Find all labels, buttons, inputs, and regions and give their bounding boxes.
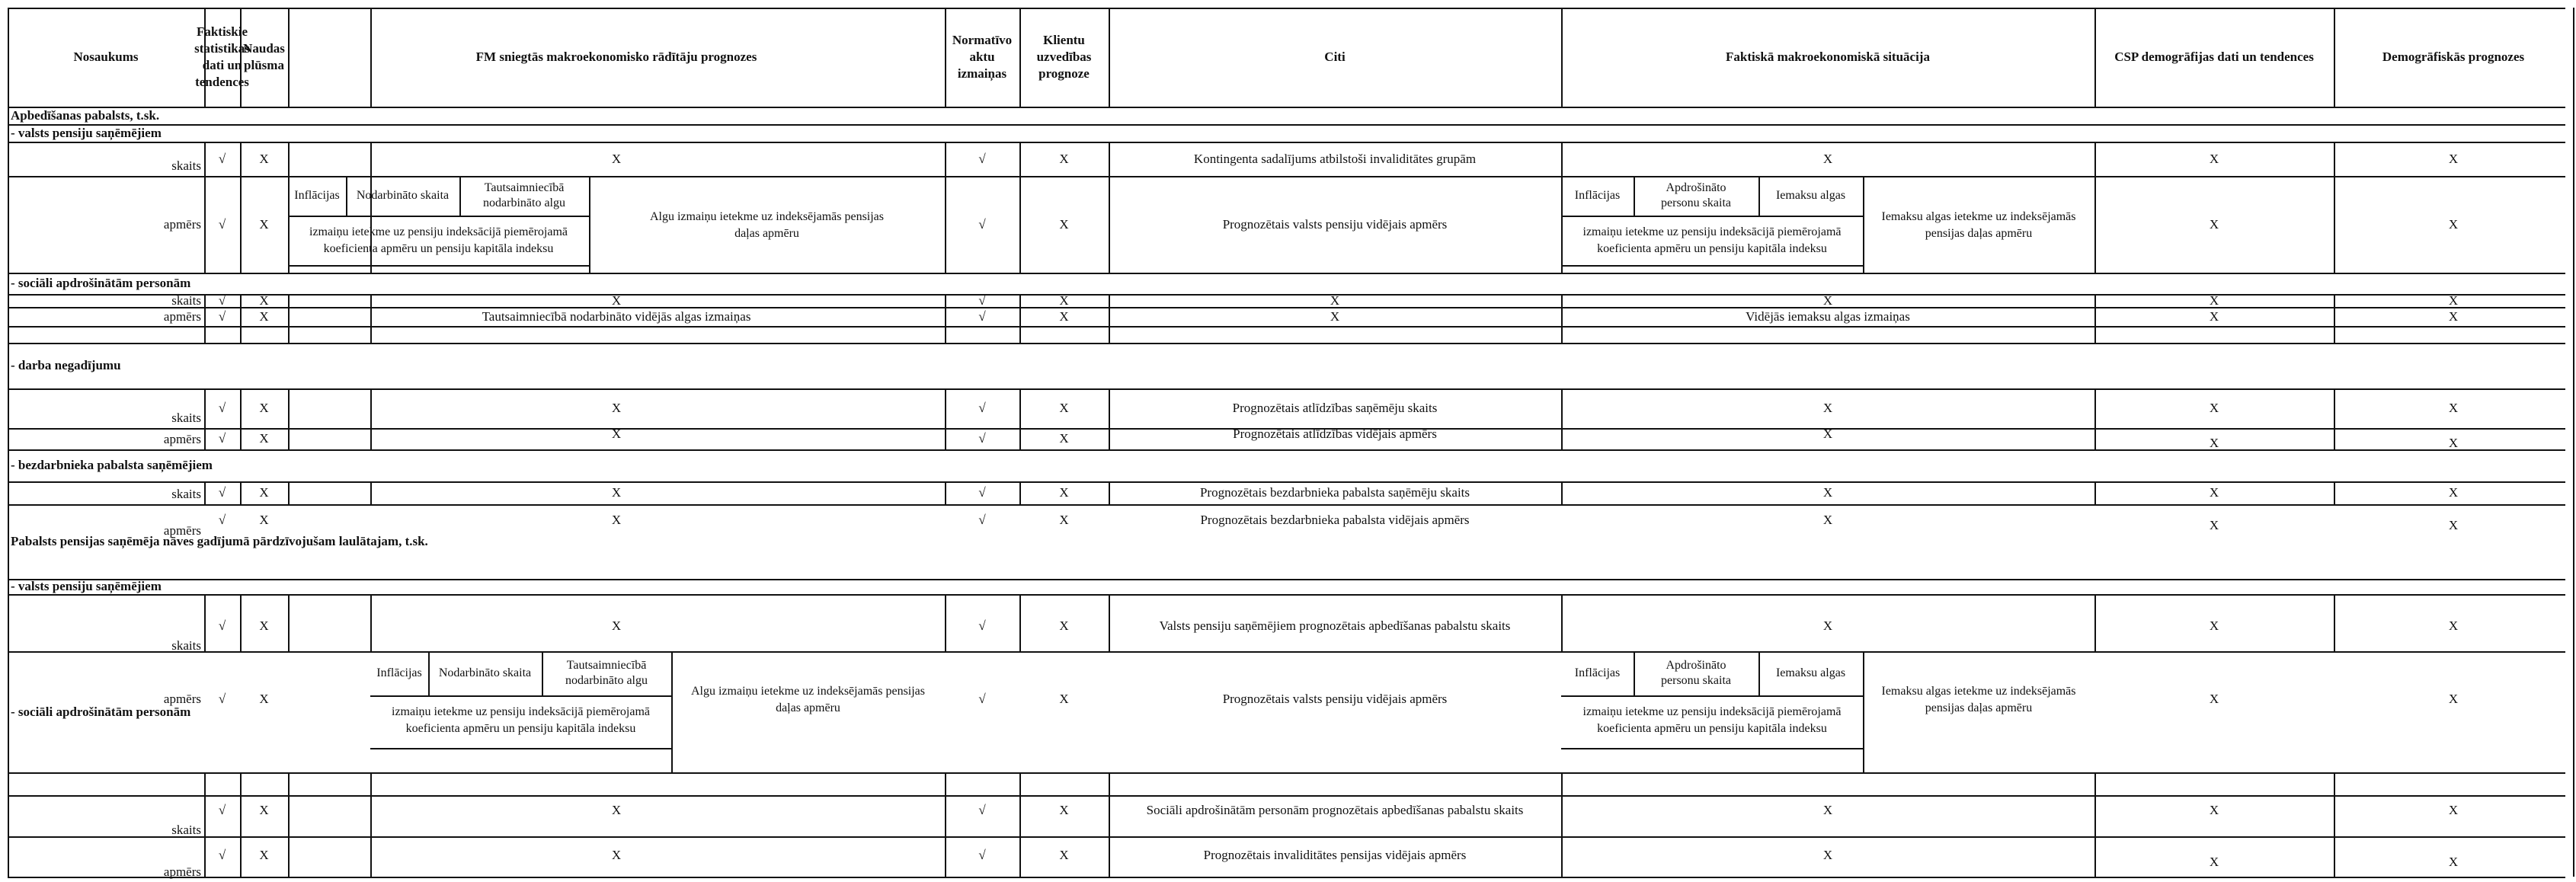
header-citi (1324, 49, 1345, 66)
column-divider (1561, 481, 1563, 504)
header-klientu (1037, 32, 1092, 82)
section-title: - sociāli apdrošinātām personām (11, 704, 191, 719)
citi-text: Valsts pensiju saņēmējiem prognozētais apbedīšanas pabalstu skaits (1159, 618, 1511, 633)
row-label: skaits (171, 823, 201, 837)
header-csp (2114, 49, 2314, 66)
column-divider (1109, 772, 1110, 877)
column-divider (240, 594, 242, 651)
column-divider (240, 142, 242, 273)
row-divider (8, 142, 2565, 143)
x-mark: X (259, 292, 269, 308)
row-label: apmērs (163, 216, 201, 232)
x-mark: X (1822, 151, 1833, 166)
fm-nodarbinato: Nodarbināto skaita (356, 189, 450, 202)
fm-izm1: izmaiņu ietekme uz pensiju indeksācijā piemērojamā (309, 225, 568, 238)
sub-divider (1634, 176, 1635, 216)
x-mark: X (1822, 401, 1833, 415)
header-line: plūsma (244, 58, 284, 72)
check-mark: √ (218, 803, 226, 817)
row-divider (8, 594, 2565, 596)
check-mark: √ (218, 513, 226, 527)
header-line: Faktiskā makroekonomiskā situācija (1726, 50, 1930, 64)
header-line: Naudas (243, 41, 285, 56)
x-mark: X (1822, 513, 1833, 527)
fak-iem1: Iemaksu algas ietekme uz indeksējamās (1881, 685, 2076, 698)
column-divider (1109, 294, 1110, 343)
header-demografiskas (2382, 49, 2524, 66)
check-mark: √ (218, 485, 226, 500)
x-mark: X (1059, 431, 1069, 446)
row-label: skaits (171, 292, 201, 308)
column-divider (2334, 8, 2335, 107)
header-nosaukums (73, 49, 138, 66)
section-title: - darba negadījumu (11, 358, 121, 372)
column-divider (1109, 8, 1110, 107)
column-divider (1109, 481, 1110, 504)
sub-divider (1561, 748, 1863, 749)
x-mark: X (259, 431, 269, 446)
check-mark: √ (978, 848, 986, 862)
row-label: skaits (171, 638, 201, 653)
x-mark: X (2448, 401, 2459, 415)
check-mark: √ (978, 618, 986, 633)
x-mark: X (1059, 513, 1069, 527)
x-mark: X (2448, 618, 2459, 633)
check-mark: √ (978, 401, 986, 415)
x-mark: X (611, 292, 622, 308)
check-mark: √ (218, 292, 226, 308)
citi-text: Kontingenta sadalījums atbilstoši invaliditātes grupām (1193, 151, 1477, 166)
x-mark: X (1059, 848, 1069, 862)
x-mark: X (1822, 618, 1833, 633)
row-divider (8, 307, 2565, 308)
sub-divider (589, 176, 590, 273)
row-divider (8, 579, 2565, 580)
x-mark: X (2448, 855, 2459, 869)
x-mark: X (2448, 803, 2459, 817)
column-divider (2094, 388, 2096, 449)
x-mark: X (2448, 436, 2459, 450)
column-divider (1019, 8, 1021, 107)
citi-text: Prognozētais atlīdzības saņēmēju skaits (1232, 401, 1438, 415)
check-mark: √ (978, 431, 986, 446)
check-mark: √ (218, 692, 226, 706)
header-line: prognoze (1038, 66, 1090, 81)
column-divider (370, 481, 372, 504)
fak-izm2: koeficienta apmēru un pensiju kapitāla indeksu (1597, 242, 1827, 255)
sub-divider (459, 176, 461, 216)
fm-inflacijas: Inflācijas (376, 666, 422, 679)
x-mark: X (1822, 803, 1833, 817)
fm-algu2: daļas apmēru (734, 226, 799, 240)
citi-text: Prognozētais bezdarbnieka pabalsta saņēmēju skaits (1199, 485, 1470, 500)
column-divider (1561, 594, 1563, 651)
column-divider (288, 294, 290, 343)
fm-taut1: Tautsaimniecībā (484, 181, 565, 194)
sub-divider (671, 651, 673, 772)
x-mark: X (1059, 292, 1069, 308)
column-divider (2094, 481, 2096, 504)
row-label: skaits (171, 487, 201, 501)
x-mark: X (2209, 692, 2219, 706)
header-line: statistikas (194, 41, 250, 56)
section-title: - valsts pensiju saņēmējiem (11, 125, 162, 140)
fak-iem2: pensijas daļas apmēru (1925, 226, 2033, 240)
fak-izm2: koeficienta apmēru un pensiju kapitāla indeksu (1597, 722, 1827, 735)
column-divider (1019, 294, 1021, 343)
citi-text: Prognozētais atlīdzības vidējais apmērs (1233, 427, 1437, 441)
row-divider (8, 651, 2565, 653)
column-divider (1561, 142, 1563, 273)
header-line: Faktiskie (196, 24, 248, 39)
x-mark: X (1059, 216, 1069, 232)
fak-text: Vidējās iemaksu algas izmaiņas (1746, 308, 1910, 324)
header-line: Citi (1324, 50, 1346, 64)
x-mark: X (1059, 618, 1069, 633)
column-divider (2334, 294, 2335, 343)
fm-text: Tautsaimniecībā nodarbināto vidējās algas izmaiņas (482, 308, 751, 324)
fm-izm2: koeficienta apmēru un pensiju kapitāla indeksu (405, 722, 636, 735)
column-divider (240, 772, 242, 877)
column-divider (945, 142, 946, 273)
sub-divider (370, 695, 671, 697)
sub-divider (1561, 695, 1863, 697)
header-line: aktu (969, 50, 995, 64)
x-mark: X (611, 485, 622, 500)
check-mark: √ (218, 431, 226, 446)
row-divider (8, 124, 2565, 126)
column-divider (2334, 481, 2335, 504)
column-divider (204, 594, 206, 651)
check-mark: √ (218, 151, 226, 166)
x-mark: X (2448, 518, 2459, 532)
fm-algu1: Algu izmaiņu ietekme uz indeksējamās pensijas (690, 685, 926, 698)
x-mark: X (2209, 401, 2219, 415)
check-mark: √ (218, 618, 226, 633)
fak-apdr2: personu skaita (1661, 674, 1731, 687)
column-divider (2094, 594, 2096, 651)
column-divider (288, 481, 290, 504)
header-line: CSP demogrāfijas dati un tendences (2114, 50, 2314, 64)
header-line: Normatīvo (952, 33, 1013, 47)
x-mark: X (1822, 427, 1833, 441)
fak-apdr2: personu skaita (1661, 197, 1731, 209)
citi-text: Sociāli apdrošinātām personām prognozētais apbedīšanas pabalstu skaits (1146, 803, 1524, 817)
section-title: - bezdarbnieka pabalsta saņēmējiem (11, 458, 213, 472)
x-mark: X (1822, 485, 1833, 500)
column-divider (1019, 594, 1021, 651)
column-divider (370, 8, 372, 107)
x-mark: X (611, 803, 622, 817)
fak-izm1: izmaiņu ietekme uz pensiju indeksācijā piemērojamā (1582, 225, 1842, 238)
x-mark: X (1059, 151, 1069, 166)
column-divider (370, 294, 372, 343)
column-divider (945, 8, 946, 107)
row-label: apmērs (163, 523, 201, 538)
section-title: Apbedīšanas pabalsts, t.sk. (11, 107, 160, 123)
row-divider (8, 836, 2565, 838)
check-mark: √ (218, 848, 226, 862)
row-divider (8, 294, 2565, 296)
column-divider (204, 481, 206, 504)
x-mark: X (259, 485, 269, 500)
x-mark: X (2209, 292, 2219, 308)
fak-apdr1: Apdrošināto (1666, 659, 1726, 672)
x-mark: X (2448, 151, 2459, 166)
table-border-vertical (2573, 8, 2574, 877)
column-divider (2094, 294, 2096, 343)
row-divider (8, 388, 2565, 390)
fak-iem2: pensijas daļas apmēru (1925, 701, 2033, 714)
column-divider (204, 142, 206, 273)
row-divider (8, 176, 2565, 177)
fak-iemaksu: Iemaksu algas (1775, 666, 1846, 679)
header-naudas (243, 40, 285, 74)
fak-inflacijas: Inflācijas (1574, 666, 1621, 679)
citi-text: Prognozētais bezdarbnieka pabalsta vidējais apmērs (1200, 513, 1470, 527)
row-label: apmērs (163, 864, 201, 879)
x-mark: X (259, 151, 269, 166)
column-divider (1109, 388, 1110, 449)
column-divider (288, 388, 290, 449)
column-divider (240, 388, 242, 449)
header-line: Nosaukums (73, 50, 139, 64)
x-mark: X (2209, 436, 2219, 450)
sub-divider (288, 265, 589, 267)
column-divider (2334, 388, 2335, 449)
column-divider (370, 772, 372, 877)
x-mark: X (1059, 485, 1069, 500)
row-label: skaits (171, 158, 201, 173)
column-divider (1019, 481, 1021, 504)
row-divider (8, 273, 2565, 274)
x-mark: X (611, 848, 622, 862)
fm-algu2: daļas apmēru (776, 701, 840, 714)
header-line: izmaiņas (957, 66, 1007, 81)
x-mark: X (2209, 518, 2219, 532)
x-mark: X (259, 692, 269, 706)
column-divider (240, 294, 242, 343)
column-divider (1109, 142, 1110, 273)
row-label: apmērs (163, 692, 201, 706)
x-mark: X (2209, 216, 2219, 232)
x-mark: X (611, 513, 622, 527)
x-mark: X (611, 151, 622, 166)
row-divider (8, 343, 2565, 344)
column-divider (204, 388, 206, 449)
check-mark: √ (218, 216, 226, 232)
column-divider (2334, 772, 2335, 877)
column-divider (288, 142, 290, 273)
citi-text: Prognozētais valsts pensiju vidējais apmērs (1222, 692, 1448, 706)
sub-divider (1634, 651, 1635, 695)
header-line: tendences (195, 75, 249, 89)
column-divider (204, 294, 206, 343)
x-mark: X (1330, 308, 1340, 324)
section-title: - valsts pensiju saņēmējiem (11, 579, 162, 593)
column-divider (1561, 294, 1563, 343)
x-mark: X (1822, 292, 1833, 308)
fm-nodarbinato: Nodarbināto skaita (438, 666, 532, 679)
fm-taut2: nodarbināto algu (565, 674, 648, 687)
column-divider (2094, 8, 2096, 107)
sub-divider (1561, 265, 1863, 267)
row-label: apmērs (163, 308, 201, 324)
check-mark: √ (218, 308, 226, 324)
sub-divider (1758, 651, 1760, 695)
check-mark: √ (978, 292, 986, 308)
column-divider (945, 388, 946, 449)
header-faktiska (1726, 49, 1930, 66)
fak-apdr1: Apdrošināto (1666, 181, 1726, 194)
x-mark: X (1059, 692, 1069, 706)
column-divider (945, 294, 946, 343)
column-divider (370, 388, 372, 449)
column-divider (2334, 142, 2335, 273)
row-label: apmērs (163, 432, 201, 446)
column-divider (945, 481, 946, 504)
fm-taut2: nodarbināto algu (483, 197, 565, 209)
fm-taut1: Tautsaimniecībā (566, 659, 647, 672)
check-mark: √ (978, 151, 986, 166)
column-divider (1109, 594, 1110, 651)
section-title: Pabalsts pensijas saņēmēja nāves gadījumā pārdzīvojušam laulātajam, t.sk. (11, 534, 428, 548)
check-mark: √ (978, 308, 986, 324)
x-mark: X (259, 401, 269, 415)
fak-iemaksu: Iemaksu algas (1775, 189, 1846, 202)
row-divider (8, 449, 2565, 451)
x-mark: X (2209, 308, 2219, 324)
row-divider (8, 795, 2565, 797)
sub-divider (542, 651, 543, 695)
row-divider (8, 481, 2565, 483)
sub-divider (370, 748, 671, 749)
header-faktiskie (194, 24, 250, 91)
x-mark: X (259, 803, 269, 817)
header-line: uzvedības (1036, 50, 1092, 64)
row-divider (8, 326, 2565, 328)
header-line: dati un (202, 58, 242, 72)
column-divider (1019, 772, 1021, 877)
x-mark: X (259, 308, 269, 324)
fm-inflacijas: Inflācijas (294, 189, 340, 202)
check-mark: √ (978, 692, 986, 706)
row-divider (8, 877, 2565, 878)
column-divider (288, 594, 290, 651)
column-divider (288, 772, 290, 877)
row-label: skaits (171, 411, 201, 425)
row-divider (8, 107, 2565, 108)
fm-izm1: izmaiņu ietekme uz pensiju indeksācijā piemērojamā (392, 705, 650, 718)
column-divider (1561, 772, 1563, 877)
column-divider (1019, 142, 1021, 273)
x-mark: X (611, 427, 622, 441)
column-divider (945, 594, 946, 651)
column-divider (370, 594, 372, 651)
sub-divider (1863, 176, 1864, 273)
row-divider (8, 504, 2565, 506)
fak-inflacijas: Inflācijas (1574, 189, 1621, 202)
x-mark: X (259, 618, 269, 633)
column-divider (1561, 8, 1563, 107)
citi-text: Prognozētais valsts pensiju vidējais apmērs (1222, 216, 1448, 232)
check-mark: √ (978, 216, 986, 232)
x-mark: X (1059, 803, 1069, 817)
sub-divider (1758, 176, 1760, 216)
column-divider (1561, 388, 1563, 449)
x-mark: X (2209, 485, 2219, 500)
check-mark: √ (218, 401, 226, 415)
sub-divider (1561, 216, 1863, 217)
x-mark: X (2209, 151, 2219, 166)
sub-divider (346, 176, 347, 216)
x-mark: X (259, 513, 269, 527)
x-mark: X (611, 401, 622, 415)
row-divider (8, 8, 2565, 9)
column-divider (945, 772, 946, 877)
x-mark: X (259, 848, 269, 862)
column-divider (204, 772, 206, 877)
fak-izm1: izmaiņu ietekme uz pensiju indeksācijā piemērojamā (1582, 705, 1842, 718)
x-mark: X (2448, 485, 2459, 500)
column-divider (240, 481, 242, 504)
x-mark: X (2209, 803, 2219, 817)
sub-divider (428, 651, 430, 695)
x-mark: X (2448, 292, 2459, 308)
header-line: FM sniegtās makroekonomisko rādītāju prognozes (475, 50, 757, 64)
row-divider (8, 772, 2565, 774)
fm-algu1: Algu izmaiņu ietekme uz indeksējamās pensijas (649, 209, 885, 223)
x-mark: X (611, 618, 622, 633)
header-normativo (952, 32, 1012, 82)
check-mark: √ (978, 513, 986, 527)
check-mark: √ (978, 485, 986, 500)
table-border-vertical (8, 8, 9, 877)
header-line: Demogrāfiskās prognozes (2382, 50, 2525, 64)
fak-iem1: Iemaksu algas ietekme uz indeksējamās (1881, 209, 2076, 223)
fm-izm2: koeficienta apmēru un pensiju kapitāla indeksu (323, 242, 554, 255)
header-line: Klientu (1043, 33, 1085, 47)
column-divider (2094, 772, 2096, 877)
header-fm (476, 49, 757, 66)
x-mark: X (1822, 848, 1833, 862)
x-mark: X (2448, 692, 2459, 706)
x-mark: X (1330, 292, 1340, 308)
x-mark: X (1059, 401, 1069, 415)
column-divider (1019, 388, 1021, 449)
column-divider (2334, 594, 2335, 651)
x-mark: X (2448, 308, 2459, 324)
column-divider (2094, 142, 2096, 273)
x-mark: X (2448, 216, 2459, 232)
x-mark: X (2209, 618, 2219, 633)
citi-text: Prognozētais invaliditātes pensijas vidējais apmērs (1203, 848, 1467, 862)
check-mark: √ (978, 803, 986, 817)
sub-divider (288, 216, 589, 217)
section-title: - sociāli apdrošinātām personām (11, 276, 191, 290)
sub-divider (1863, 651, 1864, 772)
column-divider (288, 8, 290, 107)
x-mark: X (1059, 308, 1069, 324)
x-mark: X (259, 216, 269, 232)
x-mark: X (2209, 855, 2219, 869)
